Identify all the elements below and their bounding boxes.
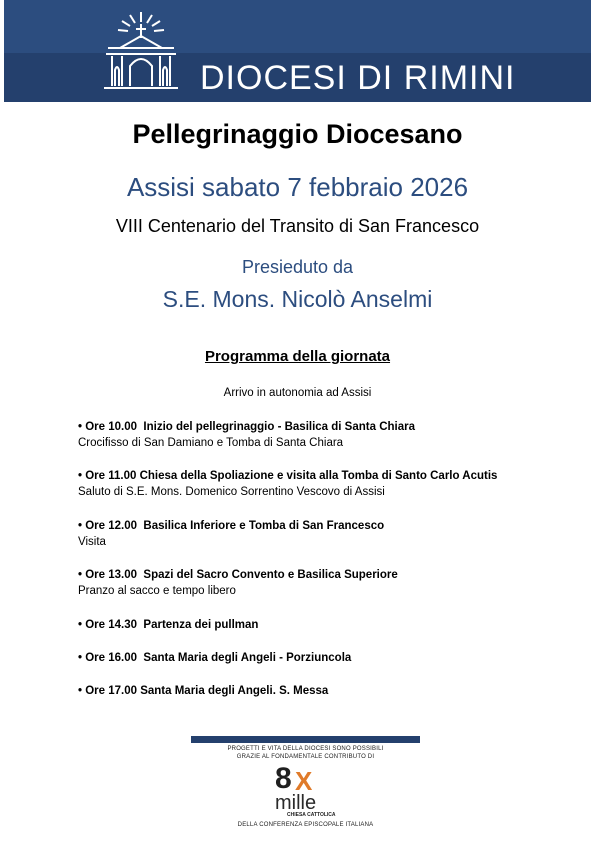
program-intro: Arrivo in autonomia ad Assisi [223,387,372,399]
logo-mille: mille [275,792,317,814]
program-item [78,567,398,599]
program-item [78,468,497,500]
presided-label: Presieduto da [241,257,354,277]
program-item [78,617,258,633]
diocese-header [4,0,591,102]
event-occasion: VIII Centenario del Transito di San Francesco [115,216,480,236]
logo-eight: 8 [275,762,292,795]
program-item [78,419,415,451]
program-item-title: • Ore 17.00 Santa Maria degli Angeli. S. Messa [78,685,329,697]
logo-x: X [295,766,313,796]
program-item [78,683,328,699]
otto-per-mille-banner [191,736,420,836]
program-item-detail: Visita [78,536,106,548]
program-item-title: • Ore 10.00 Inizio del pellegrinaggio - Basilica di Santa Chiara [78,421,415,433]
program-heading: Programma della giornata [204,348,391,365]
presider-name: S.E. Mons. Nicolò Anselmi [162,286,433,312]
diocese-title: DIOCESI DI RIMINI [200,59,516,97]
program-item-title: • Ore 13.00 Spazi del Sacro Convento e Basilica Superiore [78,569,398,581]
program-item-detail: Pranzo al sacco e tempo libero [78,585,236,597]
program-item-detail: Crocifisso di San Damiano e Tomba di Santa Chiara [78,437,344,449]
footer-bar [191,736,420,743]
program-item-title: • Ore 12.00 Basilica Inferiore e Tomba di San Francesco [78,520,385,532]
program-item-title: • Ore 11.00 Chiesa della Spoliazione e visita alla Tomba di Santo Carlo Acutis [78,470,498,482]
program-item [78,650,351,666]
event-place-date: Assisi sabato 7 febbraio 2026 [126,172,469,202]
program-item-title: • Ore 14.30 Partenza dei pullman [78,619,259,631]
program-item-title: • Ore 16.00 Santa Maria degli Angeli - Porziuncola [78,652,352,664]
otto-per-mille-logo [271,762,341,818]
footer-line3: DELLA CONFERENZA EPISCOPALE ITALIANA [237,822,374,828]
logo-chiesa: CHIESA CATTOLICA [287,812,336,818]
event-title: Pellegrinaggio Diocesano [132,119,463,149]
church-facade-icon [98,8,184,94]
program-item [78,518,384,550]
program-item-detail: Saluto di S.E. Mons. Domenico Sorrentino Vescovo di Assisi [78,486,385,498]
footer-line1: PROGETTI E VITA DELLA DIOCESI SONO POSSIBILI [227,746,384,752]
footer-line2: GRAZIE AL FONDAMENTALE CONTRIBUTO DI [236,754,375,760]
